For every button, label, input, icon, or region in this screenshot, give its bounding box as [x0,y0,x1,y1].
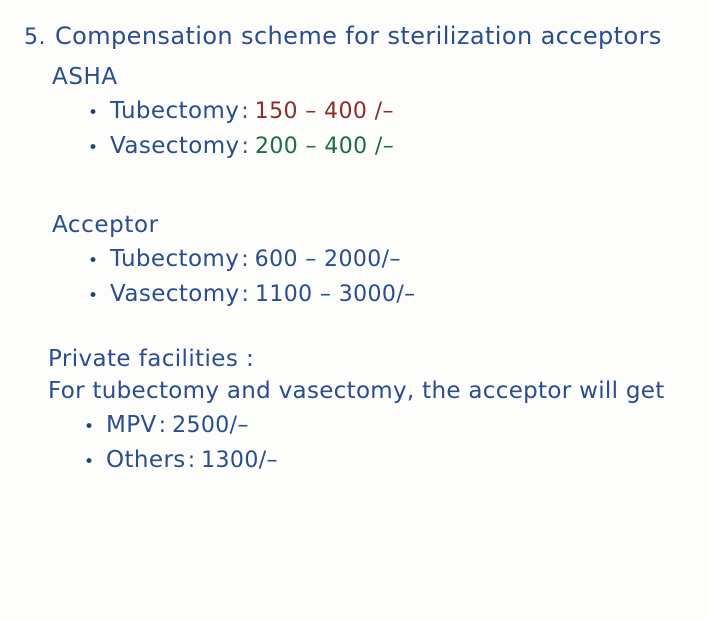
item-value: 600 – 2000/– [254,247,401,272]
acceptor-bullet-list [88,246,691,307]
bullet-dot-icon: • [84,417,95,437]
bullet-dot-icon: • [84,452,95,472]
item-separator: : [241,134,249,159]
list-item [84,447,691,473]
item-label: Tubectomy [110,98,240,124]
bullet-dot-icon: • [88,286,99,306]
list-item [88,133,691,159]
bullet-dot-icon: • [88,103,99,123]
item-separator: : [241,247,249,272]
item-separator: : [158,413,167,438]
bullet-dot-icon: • [88,138,99,158]
item-value: 2500/– [172,413,249,438]
item-label: Tubectomy [110,246,240,272]
item-label: Vasectomy [110,281,240,307]
section-heading-acceptor: Acceptor [52,212,159,238]
bullet-dot-icon: • [88,251,99,271]
question-number: 5. [24,25,46,50]
section-heading-asha: ASHA [52,64,118,90]
list-item [88,98,691,124]
private-bullet-list [84,412,691,473]
question-title: Compensation scheme for sterilization acceptors [55,22,662,50]
item-label: MPV [106,412,157,438]
item-value: 1300/– [201,448,278,473]
item-separator: : [187,448,196,473]
spacer [24,168,691,198]
spacer [24,316,691,346]
item-label: Others [106,447,186,473]
list-item [88,281,691,307]
item-label: Vasectomy [110,133,240,159]
private-facilities-heading: Private facilities : [48,346,255,372]
item-separator: : [241,282,249,307]
list-item [84,412,691,438]
question-heading [24,22,691,50]
list-item [88,246,691,272]
asha-bullet-list [88,98,691,159]
item-separator: : [241,99,249,124]
item-value: 150 – 400 /– [254,99,394,124]
item-value: 1100 – 3000/– [254,282,416,307]
item-value: 200 – 400 /– [254,134,395,159]
private-facilities-paragraph: For tubectomy and vasectomy, the acceptor will get [48,378,665,404]
